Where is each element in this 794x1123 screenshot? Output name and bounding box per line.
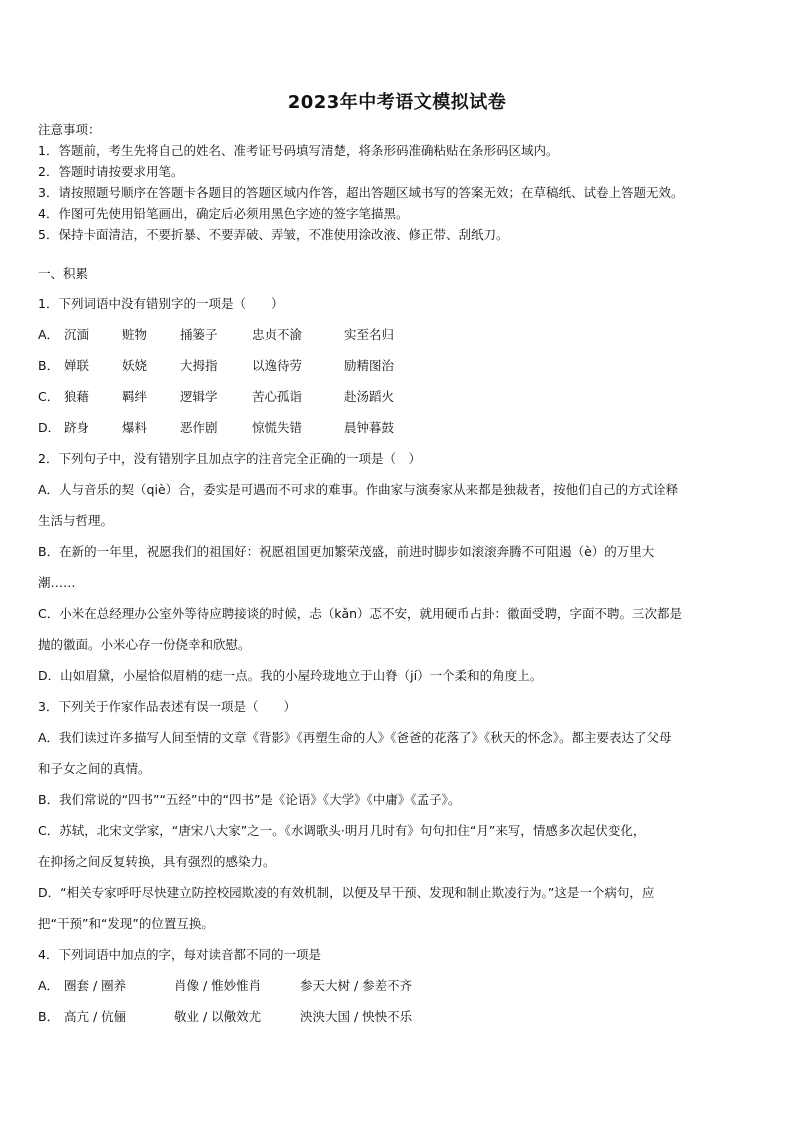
option-label: A． (38, 978, 60, 993)
note-item: 5．保持卡面清洁，不要折暴、不要弄破、弄皱，不准使用涂改液、修正带、刮纸刀。 (38, 227, 509, 242)
section-heading: 一、积累 (38, 266, 89, 281)
option-text: 生活与哲理。 (38, 513, 114, 528)
option-word: 跻身 (64, 420, 90, 435)
option-label: C． (38, 389, 60, 404)
option-text: D．山如眉黛，小屋恰似眉梢的痣一点。我的小屋玲珑地立于山脊（jí）一个柔和的角度上。 (38, 668, 543, 683)
option-text: A．人与音乐的契（qiè）合，委实是可遇而不可求的难事。作曲家与演奏家从来都是独裁者，按他们自己的方式诠释 (38, 482, 679, 497)
option-word: 苦心孤诣 (252, 389, 303, 404)
option-row (38, 319, 758, 350)
option-word: 恶作剧 (180, 420, 218, 435)
option-word: 以逸待劳 (252, 358, 303, 373)
option-word: 肖像 / 惟妙惟肖 (174, 978, 262, 993)
option-text: C．小米在总经理办公室外等待应聘接谈的时候，忐（kǎn）忑不安，就用硬币占卦：徽面受聘，字面不聘。三次都是 (38, 606, 683, 621)
question-4-stem: 4．下列词语中加点的字，每对读音都不同的一项是 (38, 947, 321, 962)
option-text: 和子女之间的真情。 (38, 761, 151, 776)
option-row (38, 350, 758, 381)
option-word: 爆料 (122, 420, 148, 435)
notes-block (38, 119, 768, 245)
option-word: 赃物 (122, 327, 148, 342)
option-text: B．我们常说的“四书”“五经”中的“四书”是《论语》《大学》《中庸》《孟子》。 (38, 792, 461, 807)
question-2-stem: 2．下列句子中，没有错别字且加点字的注音完全正确的一项是（ ） (38, 451, 421, 466)
option-word: 婵联 (64, 358, 90, 373)
option-word: 晨钟暮鼓 (344, 420, 395, 435)
option-label: D． (38, 420, 61, 435)
option-text: C．苏轼，北宋文学家，“唐宋八大家”之一。《水调歌头·明月几时有》句句扣住“月”来写，情感多次起伏变化， (38, 823, 646, 838)
option-text: D．“相关专家呼吁尽快建立防控校园欺凌的有效机制，以便及早干预、发现和制止欺凌行为。”这是一个病句，应 (38, 885, 655, 900)
option-text: 在抑扬之间反复转换，具有强烈的感染力。 (38, 854, 276, 869)
option-word: 大拇指 (180, 358, 218, 373)
option-label: B． (38, 358, 60, 373)
option-word: 励精图治 (344, 358, 395, 373)
option-row (38, 970, 758, 1001)
page-title: 2023年中考语文模拟试卷 (287, 92, 507, 113)
note-item: 3．请按照题号顺序在答题卡各题目的答题区域内作答，超出答题区域书写的答案无效；在草稿纸、试卷上答题无效。 (38, 185, 684, 200)
option-word: 狼藉 (64, 389, 90, 404)
option-word: 妖娆 (122, 358, 148, 373)
option-word: 捅篓子 (180, 327, 218, 342)
option-label: A． (38, 327, 60, 342)
option-word: 赴汤蹈火 (344, 389, 395, 404)
option-text: A．我们读过许多描写人间至情的文章《背影》《再塑生命的人》《爸爸的花落了》《秋天的怀念》。都主要表达了父母 (38, 730, 672, 745)
option-word: 实至名归 (344, 327, 395, 342)
option-word: 参天大树 / 参差不齐 (300, 978, 413, 993)
note-item: 4．作图可先使用铅笔画出，确定后必须用黑色字迹的签字笔描黑。 (38, 206, 409, 221)
notes-heading: 注意事项： (38, 122, 101, 137)
option-word: 敬业 / 以儆效尤 (174, 1009, 262, 1024)
option-label: B． (38, 1009, 60, 1024)
option-word: 泱泱大国 / 怏怏不乐 (300, 1009, 413, 1024)
option-row (38, 381, 758, 412)
option-text: 抛的徽面。小米心存一份侥幸和欣慰。 (38, 637, 251, 652)
question-1-stem: 1．下列词语中没有错别字的一项是（ ） (38, 296, 284, 311)
questions (38, 288, 758, 1032)
question-3-stem: 3．下列关于作家作品表述有误一项是（ ） (38, 699, 296, 714)
option-row (38, 412, 758, 443)
option-text: 潮…… (38, 575, 76, 590)
option-word: 圈套 / 圈养 (64, 978, 127, 993)
option-word: 逻辑学 (180, 389, 218, 404)
option-word: 沉湎 (64, 327, 90, 342)
option-word: 高亢 / 伉俪 (64, 1009, 127, 1024)
option-row (38, 1001, 758, 1032)
option-word: 惊慌失错 (252, 420, 303, 435)
note-item: 1．答题前，考生先将自己的姓名、准考证号码填写清楚，将条形码准确粘贴在条形码区域内。 (38, 143, 559, 158)
note-item: 2．答题时请按要求用笔。 (38, 164, 184, 179)
option-text: 把“干预”和“发现”的位置互换。 (38, 916, 214, 931)
option-text: B．在新的一年里，祝愿我们的祖国好：祝愿祖国更加繁荣茂盛，前进时脚步如滚滚奔腾不可阻遏（è）的万里大 (38, 544, 655, 559)
option-word: 羁绊 (122, 389, 148, 404)
option-word: 忠贞不渝 (252, 327, 303, 342)
